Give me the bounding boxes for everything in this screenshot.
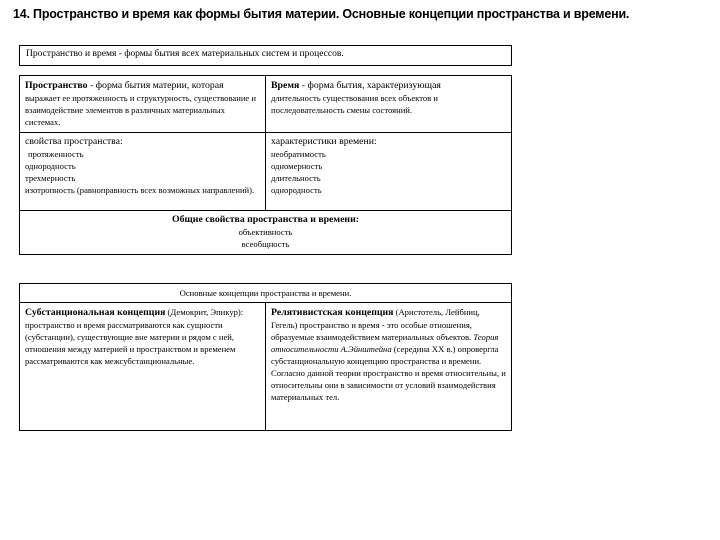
definition-text: Пространство и время - формы бытия всех материальных систем и процессов. bbox=[26, 49, 344, 59]
time-definition-rest: длительность существования всех объектов и последовательность смены состояний. bbox=[271, 93, 438, 115]
space-time-table bbox=[19, 75, 512, 255]
time-properties-heading: характеристики времени: bbox=[271, 136, 377, 147]
time-term: Время bbox=[271, 80, 300, 91]
substantial-text: (Демокрит, Эпикур): пространство и время рассматриваются как сущности (субстанции), существующие вне материи и рядом с ней, отношения между материей и пространством и временем рассматриваются как межсубстанциональные. bbox=[25, 307, 244, 366]
page-title: 14. Пространство и время как формы бытия материи. Основные концепции пространства и времени. bbox=[13, 7, 630, 21]
relational-title: Релятивистская концепция bbox=[271, 307, 394, 318]
concepts-heading: Основные концепции пространства и времени. bbox=[20, 284, 512, 303]
relational-text-1: (Аристотель, Лейбниц, Гегель) пространство и время - это особые отношения, образуемые взаимодействием материальных объектов. bbox=[271, 307, 480, 342]
substantial-title: Субстанциональная концепция bbox=[25, 307, 166, 318]
time-property: одномерность bbox=[271, 161, 323, 171]
space-definition-cell bbox=[20, 76, 266, 133]
time-lead: - форма бытия, характеризующая bbox=[299, 80, 441, 91]
definition-box bbox=[19, 45, 512, 66]
relational-text-2: (середина XX в.) опровергла субстанциональную концепцию пространства и времени. Согласно данной теории пространство и время относительны, и относительны они в зависимости от условий взаимодействия материальных тел. bbox=[271, 344, 506, 402]
space-property: трехмерность bbox=[25, 173, 76, 183]
space-properties-cell bbox=[20, 133, 266, 211]
time-properties-cell bbox=[266, 133, 512, 211]
space-lead: - форма бытия материи, которая bbox=[87, 80, 224, 91]
time-property: длительность bbox=[271, 173, 321, 183]
relativity-theory: Теория относительности А.Эйнштейна bbox=[271, 332, 499, 354]
substantial-concept-cell bbox=[20, 303, 266, 431]
space-definition-rest: выражает ее протяженность и структурность, существование и взаимодействие элементов в различных материальных системах. bbox=[25, 93, 256, 127]
common-property: объективность bbox=[238, 227, 293, 237]
common-property: всеобщность bbox=[241, 239, 290, 249]
relational-concept-cell bbox=[266, 303, 512, 431]
common-properties-heading: Общие свойства пространства и времени: bbox=[172, 214, 359, 225]
time-definition-cell bbox=[266, 76, 512, 133]
time-property: необратимость bbox=[271, 149, 326, 159]
space-properties-heading: свойства пространства: bbox=[25, 136, 123, 147]
space-term: Пространство bbox=[25, 80, 88, 91]
common-properties-cell bbox=[20, 211, 512, 255]
space-property: изотропность (равноправность всех возможных направлений). bbox=[25, 185, 255, 195]
time-property: однородность bbox=[271, 185, 322, 195]
space-property: протяженность bbox=[28, 149, 84, 159]
concepts-table bbox=[19, 283, 512, 431]
space-property: однородность bbox=[25, 161, 76, 171]
